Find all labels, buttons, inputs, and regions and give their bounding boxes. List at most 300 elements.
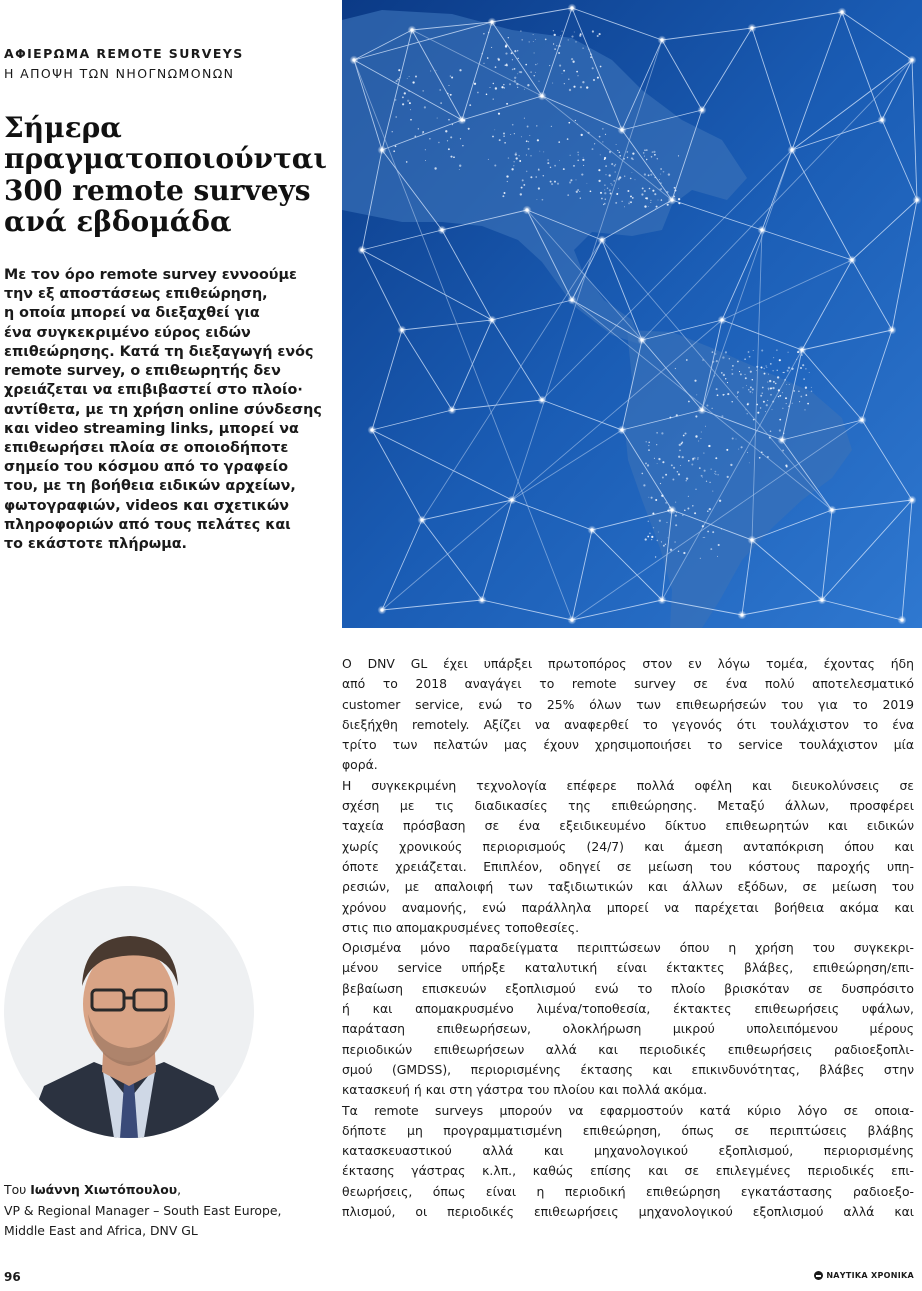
city-light xyxy=(747,452,748,453)
city-light xyxy=(576,191,578,193)
lead-line: αντίθετα, με τη χρήση online σύνδεσης xyxy=(4,401,322,418)
headline-line: Σήμερα xyxy=(4,111,122,144)
city-light xyxy=(802,364,804,366)
city-light xyxy=(700,558,701,559)
city-light xyxy=(712,351,714,353)
lead-line: ένα συγκεκριμένο εύρος ειδών xyxy=(4,324,251,341)
city-light xyxy=(706,481,707,482)
city-light xyxy=(776,349,777,350)
network-node-core xyxy=(410,28,413,31)
city-light xyxy=(580,197,581,198)
city-light xyxy=(586,86,588,88)
city-light xyxy=(688,496,689,497)
city-light xyxy=(607,187,608,188)
city-light xyxy=(568,79,569,80)
city-light xyxy=(503,135,505,137)
city-light xyxy=(535,72,536,73)
city-light xyxy=(737,396,738,397)
city-light xyxy=(704,470,706,472)
city-light xyxy=(662,477,664,479)
city-light xyxy=(576,71,578,73)
city-light xyxy=(604,192,606,194)
lead-line: φωτογραφιών, videos και σχετικών xyxy=(4,497,289,514)
network-node-core xyxy=(910,498,913,501)
city-light xyxy=(649,188,651,190)
city-light xyxy=(543,151,544,152)
city-light xyxy=(537,64,538,65)
city-light xyxy=(629,201,630,202)
city-light xyxy=(612,184,613,185)
city-light xyxy=(534,52,535,53)
city-light xyxy=(605,165,607,167)
lead-line: σημείο του κόσμου από το γραφείο xyxy=(4,459,289,476)
city-light xyxy=(536,199,537,200)
city-light xyxy=(764,373,766,375)
city-light xyxy=(517,87,518,88)
city-light xyxy=(773,370,774,371)
city-light xyxy=(573,165,575,167)
network-node-core xyxy=(480,598,483,601)
city-light xyxy=(752,388,754,390)
city-light xyxy=(657,158,658,159)
author-name: Ιωάννη Χιωτόπουλου xyxy=(30,1182,178,1197)
network-node-core xyxy=(910,58,913,61)
city-light xyxy=(514,77,516,79)
city-light xyxy=(717,394,719,396)
city-light xyxy=(722,356,724,358)
city-light xyxy=(412,81,414,83)
city-light xyxy=(727,382,728,383)
city-light xyxy=(609,174,611,176)
city-light xyxy=(645,538,647,540)
city-light xyxy=(697,459,698,460)
city-light xyxy=(599,136,601,138)
city-light xyxy=(527,84,529,86)
network-node-core xyxy=(590,528,593,531)
city-light xyxy=(646,149,648,151)
city-light xyxy=(714,473,715,474)
city-light xyxy=(409,76,410,77)
network-node-core xyxy=(420,518,423,521)
city-light xyxy=(542,199,544,201)
network-node-core xyxy=(640,338,643,341)
city-light xyxy=(619,152,621,154)
body-line: ταχεία πρόσβαση σε ένα εξειδικευμένο δίκτυο επιθεωρητών και ειδικών xyxy=(342,818,914,834)
city-light xyxy=(697,457,698,458)
city-light xyxy=(611,183,612,184)
city-light xyxy=(647,536,649,538)
publication-logo-icon xyxy=(814,1271,823,1280)
network-node-core xyxy=(525,208,528,211)
city-light xyxy=(659,179,660,180)
city-light xyxy=(397,79,399,81)
city-light xyxy=(619,176,621,178)
city-light xyxy=(558,141,560,143)
city-light xyxy=(648,442,649,443)
lead-line: επιθεώρησης. Κατά τη διεξαγωγή ενός xyxy=(4,343,314,360)
city-light xyxy=(775,383,777,385)
city-light xyxy=(598,169,600,171)
city-light xyxy=(577,159,579,161)
city-light xyxy=(530,71,532,73)
city-light xyxy=(747,413,748,414)
city-light xyxy=(530,155,532,157)
city-light xyxy=(615,202,617,204)
city-light xyxy=(737,391,738,392)
city-light xyxy=(510,134,511,135)
city-light xyxy=(582,47,583,48)
city-light xyxy=(644,190,646,192)
city-light xyxy=(460,138,461,139)
city-light xyxy=(549,65,550,66)
city-light xyxy=(650,174,652,176)
city-light xyxy=(577,152,579,154)
city-light xyxy=(644,173,646,175)
city-light xyxy=(655,499,657,501)
city-light xyxy=(543,175,544,176)
city-light xyxy=(648,521,649,522)
city-light xyxy=(424,106,426,108)
city-light xyxy=(503,84,505,86)
city-light xyxy=(548,159,549,160)
city-light xyxy=(770,430,772,432)
city-light xyxy=(702,477,703,478)
city-light xyxy=(527,126,529,128)
city-light xyxy=(450,156,452,158)
city-light xyxy=(601,198,603,200)
city-light xyxy=(599,33,601,35)
city-light xyxy=(392,131,393,132)
body-line: φορά. xyxy=(342,757,378,773)
city-light xyxy=(752,392,753,393)
city-light xyxy=(651,539,652,540)
city-light xyxy=(749,356,751,358)
city-light xyxy=(695,415,697,417)
lead-line: και video streaming links, μπορεί να xyxy=(4,420,299,437)
city-light xyxy=(703,537,704,538)
city-light xyxy=(630,178,632,180)
city-light xyxy=(675,502,676,503)
lead-line: το εκάστοτε πλήρωμα. xyxy=(4,536,187,553)
lead-line: πληροφοριών από τους πελάτες και xyxy=(4,516,291,533)
city-light xyxy=(538,81,539,82)
city-light xyxy=(705,426,706,427)
city-light xyxy=(624,206,625,207)
city-light xyxy=(429,138,431,140)
city-light xyxy=(807,403,809,405)
city-light xyxy=(574,32,575,33)
body-line: μένου service υπήρξε καταλυτική είναι έκτακτες βλάβες, επιθεώρηση/επι- xyxy=(342,960,914,976)
body-paragraph xyxy=(342,654,914,776)
city-light xyxy=(459,169,460,170)
city-light xyxy=(736,439,737,440)
city-light xyxy=(715,474,716,475)
city-light xyxy=(501,86,503,88)
city-light xyxy=(406,161,408,163)
city-light xyxy=(650,200,651,201)
city-light xyxy=(805,368,807,370)
network-node-core xyxy=(490,318,493,321)
city-light xyxy=(788,367,790,369)
city-light xyxy=(660,174,661,175)
city-light xyxy=(778,396,779,397)
city-light xyxy=(592,67,594,69)
city-light xyxy=(418,128,419,129)
city-light xyxy=(422,131,424,133)
city-light xyxy=(545,39,547,41)
city-light xyxy=(497,58,499,60)
city-light xyxy=(393,150,395,152)
city-light xyxy=(789,384,790,385)
city-light xyxy=(763,368,765,370)
city-light xyxy=(533,41,534,42)
city-light xyxy=(766,365,767,366)
network-node-core xyxy=(510,498,513,501)
body-paragraph xyxy=(342,938,914,1100)
city-light xyxy=(691,464,693,466)
city-light xyxy=(772,409,773,410)
city-light xyxy=(767,381,768,382)
city-light xyxy=(440,102,441,103)
city-light xyxy=(695,435,697,437)
city-light xyxy=(494,164,496,166)
city-light xyxy=(567,138,569,140)
city-light xyxy=(604,157,606,159)
city-light xyxy=(706,404,708,406)
city-light xyxy=(579,191,580,192)
city-light xyxy=(551,183,553,185)
city-light xyxy=(643,152,645,154)
city-light xyxy=(777,376,779,378)
city-light xyxy=(666,522,667,523)
city-light xyxy=(651,156,653,158)
city-light xyxy=(647,465,648,466)
city-light xyxy=(622,201,623,202)
city-light xyxy=(526,171,527,172)
network-node-core xyxy=(720,318,723,321)
city-light xyxy=(586,183,587,184)
city-light xyxy=(782,408,783,409)
city-light xyxy=(580,86,582,88)
network-node-core xyxy=(620,428,623,431)
city-light xyxy=(506,64,508,66)
city-light xyxy=(678,456,680,458)
author-role-line: Middle East and Africa, DNV GL xyxy=(4,1223,198,1238)
city-light xyxy=(652,151,653,152)
city-light xyxy=(445,130,447,132)
city-light xyxy=(654,193,656,195)
city-light xyxy=(675,524,677,526)
city-light xyxy=(769,380,771,382)
city-light xyxy=(672,479,674,481)
city-light xyxy=(756,370,757,371)
city-light xyxy=(708,445,710,447)
city-light xyxy=(811,387,812,388)
city-light xyxy=(515,50,516,51)
city-light xyxy=(648,497,649,498)
city-light xyxy=(410,119,412,121)
network-node-core xyxy=(700,408,703,411)
city-light xyxy=(709,482,710,483)
caption-prefix: Του xyxy=(4,1182,31,1197)
city-light xyxy=(779,395,781,397)
network-node-core xyxy=(820,598,823,601)
city-light xyxy=(495,66,497,68)
city-light xyxy=(675,368,676,369)
city-light xyxy=(503,133,505,135)
city-light xyxy=(686,359,688,361)
city-light xyxy=(450,94,452,96)
city-light xyxy=(770,388,771,389)
city-light xyxy=(498,113,500,115)
city-light xyxy=(674,187,676,189)
city-light xyxy=(557,183,559,185)
city-light xyxy=(437,118,438,119)
city-light xyxy=(558,52,560,54)
network-node-core xyxy=(740,613,743,616)
city-light xyxy=(483,63,484,64)
body-line: έκτασης γάστρας κ.λπ., καθώς επίσης και σε επιλεγμένες περιοδικές επι- xyxy=(342,1163,914,1179)
body-line: σμού (GMDSS), περιορισμένης έκτασης και επικινδυνότητας, βλάβες στην xyxy=(342,1061,914,1077)
city-light xyxy=(663,171,665,173)
city-light xyxy=(425,149,426,150)
city-light xyxy=(787,370,789,372)
city-light xyxy=(716,388,718,390)
lead-line: Με τον όρο remote survey εννοούμε xyxy=(4,267,297,283)
network-node-core xyxy=(800,348,803,351)
city-light xyxy=(701,431,702,432)
city-light xyxy=(711,469,712,470)
city-light xyxy=(679,444,681,446)
city-light xyxy=(534,75,535,76)
city-light xyxy=(737,393,738,394)
network-node-core xyxy=(380,608,383,611)
city-light xyxy=(554,34,556,36)
city-light xyxy=(732,365,734,367)
city-light xyxy=(492,136,494,138)
city-light xyxy=(645,462,647,464)
city-light xyxy=(680,465,681,466)
city-light xyxy=(777,370,778,371)
city-light xyxy=(569,89,571,91)
city-light xyxy=(554,48,555,49)
city-light xyxy=(528,141,529,142)
city-light xyxy=(661,541,662,542)
city-light xyxy=(415,76,417,78)
city-light xyxy=(448,148,450,150)
city-light xyxy=(631,157,633,159)
body-line: Τα remote surveys μπορούν να εφαρμοστούν κατά κύριο λόγο σε οποια- xyxy=(342,1102,914,1118)
lead-line: χρειάζεται να επιβιβαστεί στο πλοίο· xyxy=(4,382,303,399)
headline-line: πραγματοποιούνται xyxy=(4,142,327,176)
city-light xyxy=(631,172,632,173)
city-light xyxy=(725,378,726,379)
city-light xyxy=(782,449,784,451)
body-line: τρίτο των πελατών μας έχουν χρησιμοποιήσει το service τουλάχιστον μία xyxy=(342,737,914,753)
city-light xyxy=(590,190,592,192)
city-light xyxy=(658,458,660,460)
city-light xyxy=(653,151,655,153)
city-light xyxy=(450,136,452,138)
city-light xyxy=(477,92,479,94)
city-light xyxy=(563,70,565,72)
city-light xyxy=(727,393,729,395)
city-light xyxy=(398,69,400,71)
city-light xyxy=(656,444,657,445)
city-light xyxy=(657,199,658,200)
city-light xyxy=(506,175,508,177)
city-light xyxy=(600,66,602,68)
city-light xyxy=(571,36,573,38)
city-light xyxy=(687,508,689,510)
body-paragraph xyxy=(342,776,914,938)
city-light xyxy=(712,491,713,492)
city-light xyxy=(767,400,768,401)
caption-suffix: , xyxy=(177,1182,182,1197)
city-light xyxy=(564,83,565,84)
city-light xyxy=(707,510,709,512)
city-light xyxy=(657,463,658,464)
city-light xyxy=(683,552,685,554)
city-light xyxy=(514,161,515,162)
city-light xyxy=(694,380,696,382)
network-node-core xyxy=(830,508,833,511)
body-line: Ο DNV GL έχει υπάρξει πρωτοπόρος στον εν λόγω τομέα, έχοντας ήδη xyxy=(342,656,914,671)
city-light xyxy=(718,474,719,475)
network-node-core xyxy=(660,38,663,41)
network-node-core xyxy=(840,10,843,13)
city-light xyxy=(792,403,793,404)
city-light xyxy=(547,162,549,164)
city-light xyxy=(731,401,732,402)
network-node-core xyxy=(900,618,903,621)
body-line: χρόνου αναμονής, ενώ παράλληλα μπορεί να παρέχεται βοήθεια ακόμα και xyxy=(342,899,914,915)
body-line: περιοδικών επιθεωρήσεων αλλά και περιοδικές επιθεωρήσεις ραδιοεξοπλι- xyxy=(342,1041,914,1057)
network-node-core xyxy=(352,58,355,61)
city-light xyxy=(786,403,787,404)
city-light xyxy=(395,80,397,82)
city-light xyxy=(602,128,603,129)
city-light xyxy=(611,163,613,165)
city-light xyxy=(648,174,650,176)
city-light xyxy=(741,446,743,448)
city-light xyxy=(486,94,488,96)
city-light xyxy=(800,367,802,369)
lead-line: την εξ αποστάσεως επιθεώρηση, xyxy=(4,286,268,303)
city-light xyxy=(624,176,625,177)
city-light xyxy=(447,140,448,141)
city-light xyxy=(535,39,536,40)
city-light xyxy=(512,124,514,126)
city-light xyxy=(660,483,661,484)
page-number: 96 xyxy=(4,1270,21,1284)
city-light xyxy=(570,155,571,156)
city-light xyxy=(772,387,774,389)
city-light xyxy=(646,159,647,160)
city-light xyxy=(665,474,667,476)
city-light xyxy=(615,164,616,165)
body-line: κατασκευαστικού αλλά και μηχανολογικού εξοπλισμού, περιορισμένης xyxy=(342,1143,914,1159)
city-light xyxy=(786,384,787,385)
lead-line: επιθεωρήσει πλοία σε οποιοδήποτε xyxy=(4,439,289,456)
body-line: Ορισμένα μόνο παραδείγματα περιπτώσεων όπου η χρήση του συγκεκρι- xyxy=(342,940,914,956)
city-light xyxy=(712,531,714,533)
section-subtitle: Η ΑΠΟΨΗ ΤΩΝ ΝΗΟΓΝΩΜΟΝΩΝ xyxy=(4,66,235,81)
city-light xyxy=(740,373,742,375)
city-light xyxy=(613,180,615,182)
body-line: από το 2018 αναγάγει το remote survey σε ένα πολύ αποτελεσματικό xyxy=(342,676,914,692)
city-light xyxy=(648,449,650,451)
